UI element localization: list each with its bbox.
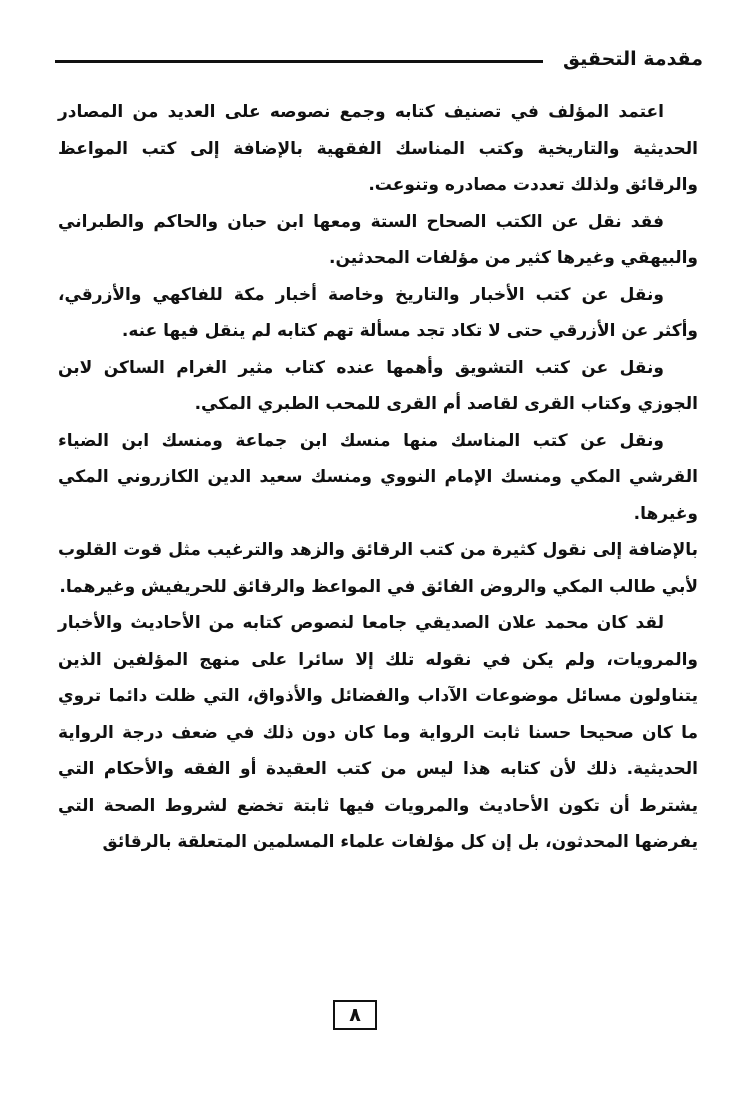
paragraph-sources-intro: اعتمد المؤلف في تصنيف كتابه وجمع نصوصه على العديد من المصادر الحديثية والتاريخية وكتب المناسك الفقهية بالإضافة إلى كتب المواعظ والرقائق ولذلك تعددت مصادره وتنوعت. [58,102,698,195]
paragraph-manasik-books: ونقل عن كتب المناسك منها منسك ابن جماعة ومنسك ابن الضياء القرشي المكي ومنسك الإمام النووي ومنسك سعيد الدين الكازروني المكي وغيرها. [58,430,698,524]
paragraph-hadith-books: فقد نقل عن الكتب الصحاح الستة ومعها ابن حبان والحاكم والطبراني والبيهقي وغيرها كثير من مؤلفات المحدثين. [58,211,698,268]
body-text [58,94,698,861]
running-head-title: مقدمة التحقيق [563,48,703,70]
page-number: ٨ [333,1000,377,1030]
page-header [55,44,703,74]
paragraph-author-method: لقد كان محمد علان الصديقي جامعا لنصوص كتابه من الأحاديث والأخبار والمرويات، ولم يكن في نقوله تلك إلا سائرا على منهج المؤلفين الذين يتناولون مسائل موضوعات الآداب والفضائل والأذواق، التي ظلت دائما تروي ما كان صحيحا حسنا ثابت الرواية وما كان دون ذلك في ضعف درجة الرواية الحديثية. ذلك لأن كتابه هذا ليس من كتب العقيدة أو الفقه والأحكام التي يشترط أن تكون الأحاديث والمرويات فيها ثابتة تخضع لشروط الصحة التي يفرضها المحدثون، بل إن كل مؤلفات علماء المسلمين المتعلقة بالرقائق [58,613,698,852]
paragraph-history-books: ونقل عن كتب الأخبار والتاريخ وخاصة أخبار مكة للفاكهي والأزرقي، وأكثر عن الأزرقي حتى لا تكاد تجد مسألة تهم كتابه لم ينقل فيها عنه. [58,284,698,341]
paragraph-tashwiq-books: ونقل عن كتب التشويق وأهمها عنده كتاب مثير الغرام الساكن لابن الجوزي وكتاب القرى لقاصد أم القرى للمحب الطبري المكي. [58,357,698,414]
paragraph-raqaiq-books: بالإضافة إلى نقول كثيرة من كتب الرقائق والزهد والترغيب مثل قوت القلوب لأبي طالب المكي والروض الفائق في المواعظ والرقائق للحريفيش وغيرهما. [58,540,698,597]
header-rule [55,60,543,63]
